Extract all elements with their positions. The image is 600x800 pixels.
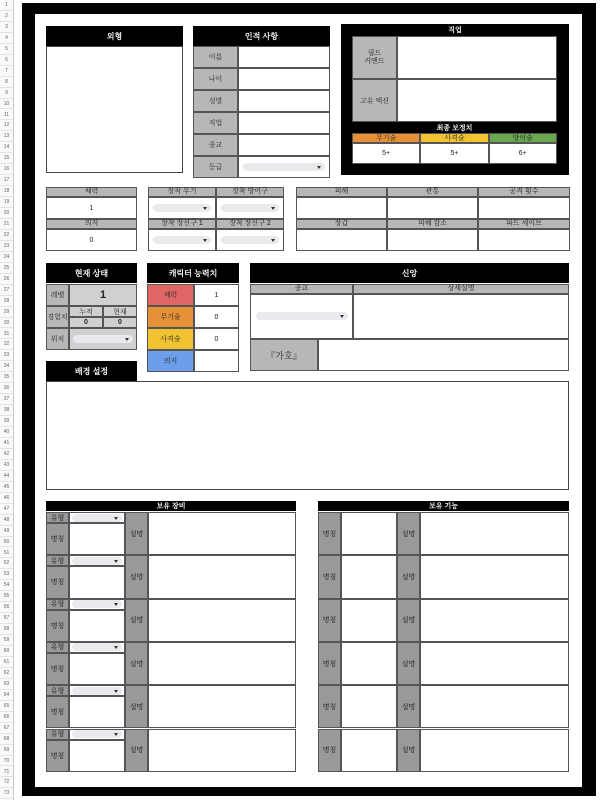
row-number: 70 [0,756,13,767]
combat-label-row1-0: 피해 [296,187,387,197]
background-box[interactable] [46,381,569,490]
combat-value-row2-2[interactable] [478,229,570,251]
appearance-box[interactable] [46,46,183,173]
skill-desc-label: 설명 [397,729,420,772]
bonus-value-2[interactable]: 6+ [489,143,557,164]
row-number: 64 [0,690,13,701]
job-field-command-label: 필드 커맨드 [352,36,397,79]
row-number: 71 [0,767,13,778]
faith-religion-dropdown[interactable] [256,312,348,320]
row-number: 44 [0,471,13,482]
row-number: 1 [0,0,13,11]
row-number: 33 [0,350,13,361]
row-number: 72 [0,777,13,788]
row-number: 7 [0,66,13,77]
faith-detail-cell[interactable] [353,294,569,339]
row-number: 27 [0,285,13,296]
skill-desc-cell[interactable] [420,642,569,685]
row-number: 46 [0,493,13,504]
row-number: 20 [0,208,13,219]
level-value[interactable]: 1 [69,284,137,306]
gear-name-cell[interactable] [69,523,125,555]
personal-value-3[interactable] [238,112,330,134]
combat-value-row1-0[interactable] [296,197,387,219]
ability-value-3[interactable] [194,350,239,372]
row-number: 25 [0,263,13,274]
equip-armor-dropdown[interactable] [221,204,279,212]
background-title: 배경 설정 [74,366,109,376]
gear-type-label: 유형 [46,642,69,653]
row-number: 8 [0,77,13,88]
faith-religion-label: 종교 [250,284,353,294]
personal-label-0: 이름 [193,46,238,68]
row-number: 10 [0,99,13,110]
equip-weapon-dropdown[interactable] [153,204,211,212]
gear-desc-label: 설명 [125,599,148,642]
ability-title: 캐릭터 능력치 [168,268,218,278]
gear-desc-label: 설명 [125,642,148,685]
row-number: 63 [0,679,13,690]
gear-type-dropdown[interactable] [72,643,122,651]
job-title: 직업 [448,26,462,34]
row-number: 30 [0,318,13,329]
ability-label-1: 무기술 [147,306,194,328]
row-number: 3 [0,22,13,33]
exp-label: 경험치 [46,306,69,328]
faith-detail-label: 상세설명 [353,284,569,294]
ability-value-2[interactable]: 0 [194,328,239,350]
combat-value-row1-2[interactable] [478,197,570,219]
row-number: 67 [0,723,13,734]
row-number: 12 [0,120,13,131]
skill-name-label: 명칭 [318,729,341,772]
combat-value-row2-1[interactable] [387,229,478,251]
bonus-value-1[interactable]: 5+ [420,143,488,164]
skill-desc-label: 설명 [397,512,420,555]
row-number: 36 [0,383,13,394]
row-number: 18 [0,186,13,197]
combat-value-row2-0[interactable] [296,229,387,251]
row-number: 62 [0,668,13,679]
exp-accum-label: 누적 [69,306,103,317]
gear-name-label: 명칭 [46,566,69,598]
row-number: 48 [0,515,13,526]
will-value[interactable]: 0 [46,229,137,251]
gear-name-cell[interactable] [69,696,125,728]
skill-name-label: 명칭 [318,599,341,642]
gear-name-label: 명칭 [46,523,69,555]
gear-type-dropdown[interactable] [72,687,122,695]
skill-desc-label: 설명 [397,642,420,685]
personal-value-1[interactable] [238,68,330,90]
personal-value-4[interactable] [238,134,330,156]
appearance-header [46,26,183,46]
skill-name-cell[interactable] [341,642,397,685]
blessing-label: 『가호』 [250,339,318,371]
job-unique-action-label: 고유 액션 [352,79,397,122]
job-unique-action-cell[interactable] [397,79,557,122]
row-number: 2 [0,11,13,22]
background-header [46,361,137,381]
equip-acc2-dropdown[interactable] [221,236,279,244]
row-number: 22 [0,230,13,241]
gear-name-cell[interactable] [69,653,125,685]
gear-type-label: 유형 [46,555,69,566]
final-bonus-title: 최종 보정치 [436,125,473,132]
gear-type-dropdown[interactable] [72,730,122,738]
gear-desc-cell[interactable] [148,729,296,772]
row-number: 6 [0,55,13,66]
row-number: 49 [0,526,13,537]
row-number: 41 [0,438,13,449]
row-number: 51 [0,548,13,559]
skill-desc-cell[interactable] [420,685,569,728]
row-number-column [0,0,14,800]
gear-name-label: 명칭 [46,610,69,642]
equip-acc2-label: 장착 장신구 2 [216,219,284,229]
row-number: 15 [0,153,13,164]
combat-label-row2-1: 피해 감소 [387,219,478,229]
skill-name-label: 명칭 [318,685,341,728]
row-number: 4 [0,33,13,44]
row-number: 57 [0,613,13,624]
row-number: 32 [0,339,13,350]
exp-current-value[interactable]: 0 [103,317,137,328]
gear-type-dropdown[interactable] [72,514,122,522]
ability-label-3: 의지 [147,350,194,372]
ability-value-1[interactable]: 0 [194,306,239,328]
gear-desc-label: 설명 [125,512,148,555]
grade-dropdown[interactable] [243,163,325,171]
row-number: 34 [0,361,13,372]
row-number: 13 [0,131,13,142]
gear-type-label: 유형 [46,599,69,610]
hp-value[interactable]: 1 [46,197,137,219]
personal-label-2: 성별 [193,90,238,112]
bonus-value-0[interactable]: 5+ [352,143,420,164]
row-number: 21 [0,219,13,230]
skill-name-label: 명칭 [318,512,341,555]
skill-name-label: 명칭 [318,555,341,598]
gear-desc-cell[interactable] [148,642,296,685]
ability-value-0[interactable]: 1 [194,284,239,306]
row-number: 39 [0,416,13,427]
skill-desc-cell[interactable] [420,555,569,598]
row-number: 68 [0,734,13,745]
bonus-label-0: 무기술 [352,133,420,143]
position-dropdown[interactable] [73,335,133,343]
row-number: 26 [0,274,13,285]
row-number: 17 [0,175,13,186]
gear-type-label: 유형 [46,685,69,696]
personal-header [193,26,330,46]
row-number: 9 [0,88,13,99]
row-number: 43 [0,460,13,471]
skill-desc-cell[interactable] [420,512,569,555]
row-number: 60 [0,646,13,657]
status-title: 현재 상태 [74,268,109,278]
row-number: 53 [0,569,13,580]
gear-type-dropdown[interactable] [72,557,122,565]
skill-name-label: 명칭 [318,642,341,685]
ability-label-2: 사격술 [147,328,194,350]
row-number: 5 [0,44,13,55]
faith-header [250,263,569,283]
row-number: 56 [0,602,13,613]
skill-desc-cell[interactable] [420,729,569,772]
personal-value-0[interactable] [238,46,330,68]
status-header [46,263,137,283]
level-label: 레벨 [46,284,69,306]
gear-name-label: 명칭 [46,696,69,728]
row-number: 47 [0,504,13,515]
row-number: 11 [0,110,13,121]
row-number: 19 [0,197,13,208]
skill-desc-label: 설명 [397,599,420,642]
gear-type-dropdown[interactable] [72,600,122,608]
blessing-cell[interactable] [318,339,569,371]
row-number: 16 [0,164,13,175]
gear-name-cell[interactable] [69,740,125,772]
gear-name-cell[interactable] [69,566,125,598]
combat-label-row2-0: 장갑 [296,219,387,229]
personal-label-1: 나이 [193,68,238,90]
skills-header: 보유 기능 [318,501,569,511]
row-number: 69 [0,745,13,756]
row-number: 40 [0,427,13,438]
row-number: 58 [0,624,13,635]
personal-label-4: 종교 [193,134,238,156]
personal-label-5: 등급 [193,156,238,178]
row-number: 31 [0,329,13,340]
gear-desc-label: 설명 [125,729,148,772]
row-number: 37 [0,394,13,405]
row-number: 23 [0,241,13,252]
position-label: 위치 [46,328,69,350]
combat-value-row1-1[interactable] [387,197,478,219]
gear-header: 보유 장비 [46,501,296,511]
row-number: 61 [0,657,13,668]
gear-desc-cell[interactable] [148,685,296,728]
equip-acc1-dropdown[interactable] [153,236,211,244]
will-label: 의지 [46,219,137,229]
gear-name-label: 명칭 [46,740,69,772]
gear-desc-cell[interactable] [148,512,296,555]
row-number: 29 [0,307,13,318]
gear-desc-label: 설명 [125,685,148,728]
combat-label-row1-1: 관통 [387,187,478,197]
row-number: 45 [0,482,13,493]
skill-desc-label: 설명 [397,555,420,598]
gear-name-label: 명칭 [46,653,69,685]
hp-label: 체력 [46,187,137,197]
skill-name-cell[interactable] [341,599,397,642]
row-number: 65 [0,701,13,712]
equip-acc1-label: 장착 장신구 1 [148,219,216,229]
row-number: 52 [0,558,13,569]
skill-name-cell[interactable] [341,685,397,728]
job-field-command-cell[interactable] [397,36,557,79]
gear-name-cell[interactable] [69,610,125,642]
row-number: 38 [0,405,13,416]
combat-label-row1-2: 공격 횟수 [478,187,570,197]
gear-desc-label: 설명 [125,555,148,598]
row-number: 14 [0,142,13,153]
skill-desc-cell[interactable] [420,599,569,642]
row-number: 50 [0,537,13,548]
skill-desc-label: 설명 [397,685,420,728]
row-number: 66 [0,712,13,723]
ability-label-0: 체력 [147,284,194,306]
row-number: 42 [0,449,13,460]
bonus-label-1: 사격술 [420,133,488,143]
row-number: 59 [0,635,13,646]
bonus-label-2: 방어술 [489,133,557,143]
row-number: 28 [0,296,13,307]
skill-name-cell[interactable] [341,729,397,772]
ability-header [147,263,239,283]
row-number: 54 [0,580,13,591]
row-number: 24 [0,252,13,263]
personal-label-3: 직업 [193,112,238,134]
skill-name-cell[interactable] [341,555,397,598]
gear-type-label: 유형 [46,512,69,523]
row-number: 55 [0,591,13,602]
gear-desc-cell[interactable] [148,599,296,642]
personal-title: 인적 사항 [244,31,279,41]
faith-title: 신앙 [401,268,418,278]
exp-current-label: 현재 [103,306,137,317]
personal-value-2[interactable] [238,90,330,112]
equip-weapon-label: 장착 무기 [148,187,216,197]
gear-desc-cell[interactable] [148,555,296,598]
gear-type-label: 유형 [46,729,69,740]
row-number: 35 [0,372,13,383]
exp-accum-value[interactable]: 0 [69,317,103,328]
skill-name-cell[interactable] [341,512,397,555]
appearance-title: 외형 [106,31,123,41]
equip-armor-label: 장착 방어구 [216,187,284,197]
combat-label-row2-2: 파드 세이브 [478,219,570,229]
row-number: 73 [0,788,13,799]
